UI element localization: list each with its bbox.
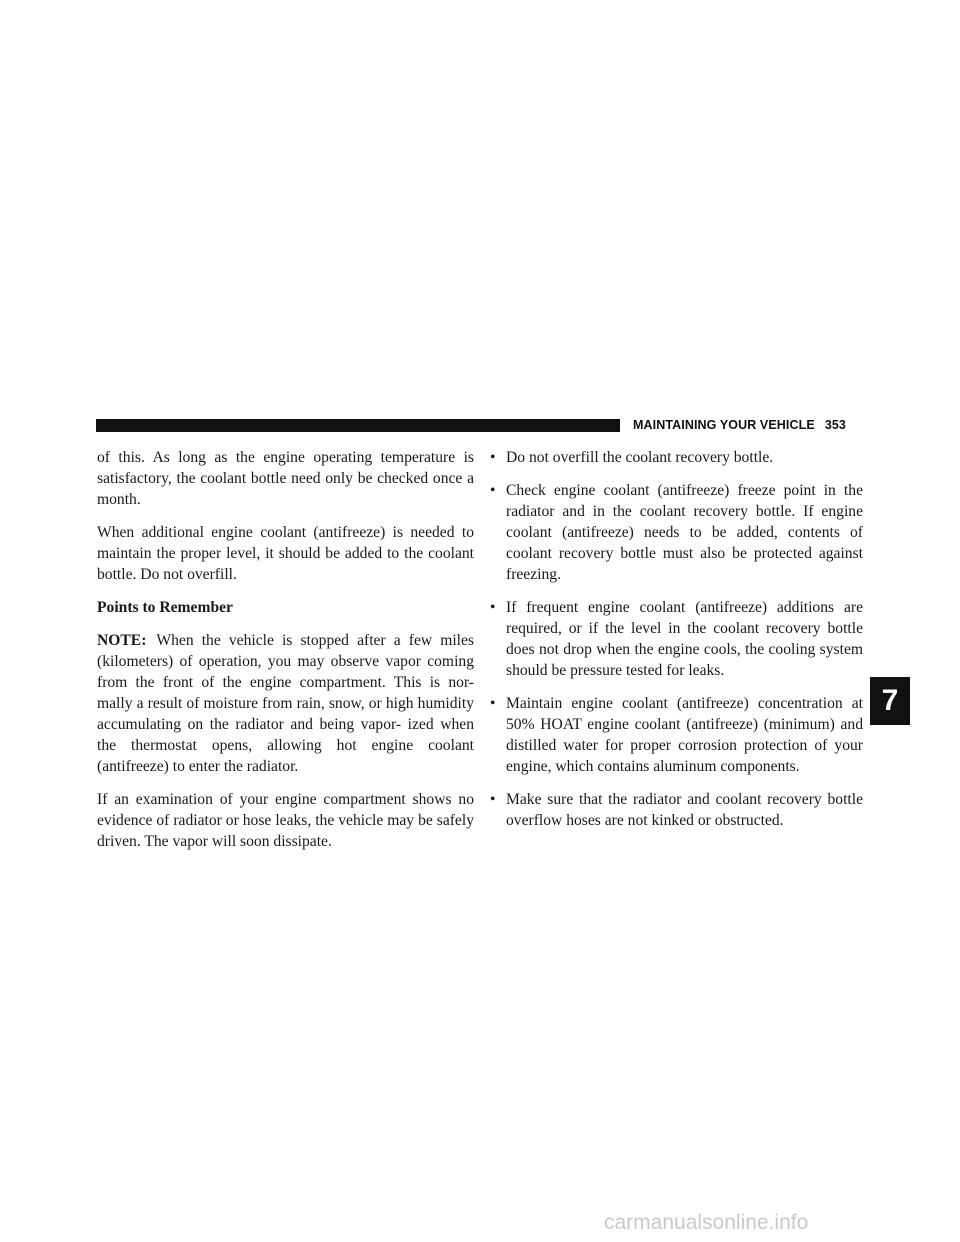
page-number: 353 [824,418,846,432]
running-header [633,418,846,432]
bullet-text: Check engine coolant (antifreeze) freeze point in the radiator and in the coolant recovery bottle. If engine coolant (antifreeze) needs to be added, contents of coolant recovery bottle must also be protected against freezing. [506,482,863,583]
bullet-text: If frequent engine coolant (antifreeze) additions are required, or if the level in the coolant recovery bottle does not drop when the engine cools, the cooling system should be pressure tested for leaks. [506,599,863,679]
note-label: NOTE: [97,632,147,649]
watermark-text: carmanualsonline.info [604,1211,809,1234]
bullet-list [490,447,863,831]
bullet-icon: • [490,599,496,616]
list-item [490,789,863,831]
note-paragraph [97,630,474,777]
list-item [490,693,863,777]
bullet-text: Maintain engine coolant (antifreeze) concentration at 50% HOAT engine coolant (antifreeze) (minimum) and distilled water for proper corrosion protection of your engine, which contains aluminum components. [506,695,863,775]
chapter-tab: 7 [870,677,910,725]
paragraph-continuation: of this. As long as the engine operating temperature is satisfactory, the coolant bottle need only be checked once a month. [97,449,474,508]
section-heading: Points to Remember [97,599,233,616]
list-item [490,597,863,681]
right-column [490,447,863,843]
bullet-icon: • [490,695,496,712]
note-text: When the vehicle is stopped after a few miles (kilometers) of operation, you may observe vapor coming from the front of the engine compartment. This is nor- mally a result of moisture from rain, snow, or high humidity accumulating on the radiator and being vapor- ized when the thermostat opens, allowing hot engine coolant (antifreeze) to enter the radiator. [97,632,474,775]
paragraph-adding-coolant: When additional engine coolant (antifreeze) is needed to maintain the proper level, it should be added to the coolant bottle. Do not overfill. [97,524,474,583]
bullet-text: Make sure that the radiator and coolant recovery bottle overflow hoses are not kinked or obstructed. [506,791,863,829]
section-title: MAINTAINING YOUR VEHICLE [633,418,815,432]
bullet-text: Do not overfill the coolant recovery bottle. [506,449,774,466]
left-column [97,447,474,864]
bullet-icon: • [490,482,496,499]
bullet-icon: • [490,449,496,466]
header-rule [96,419,620,432]
list-item [490,447,863,468]
paragraph-vapor: If an examination of your engine compartment shows no evidence of radiator or hose leaks, the vehicle may be safely driven. The vapor will soon dissipate. [97,791,474,850]
list-item [490,480,863,585]
bullet-icon: • [490,791,496,808]
